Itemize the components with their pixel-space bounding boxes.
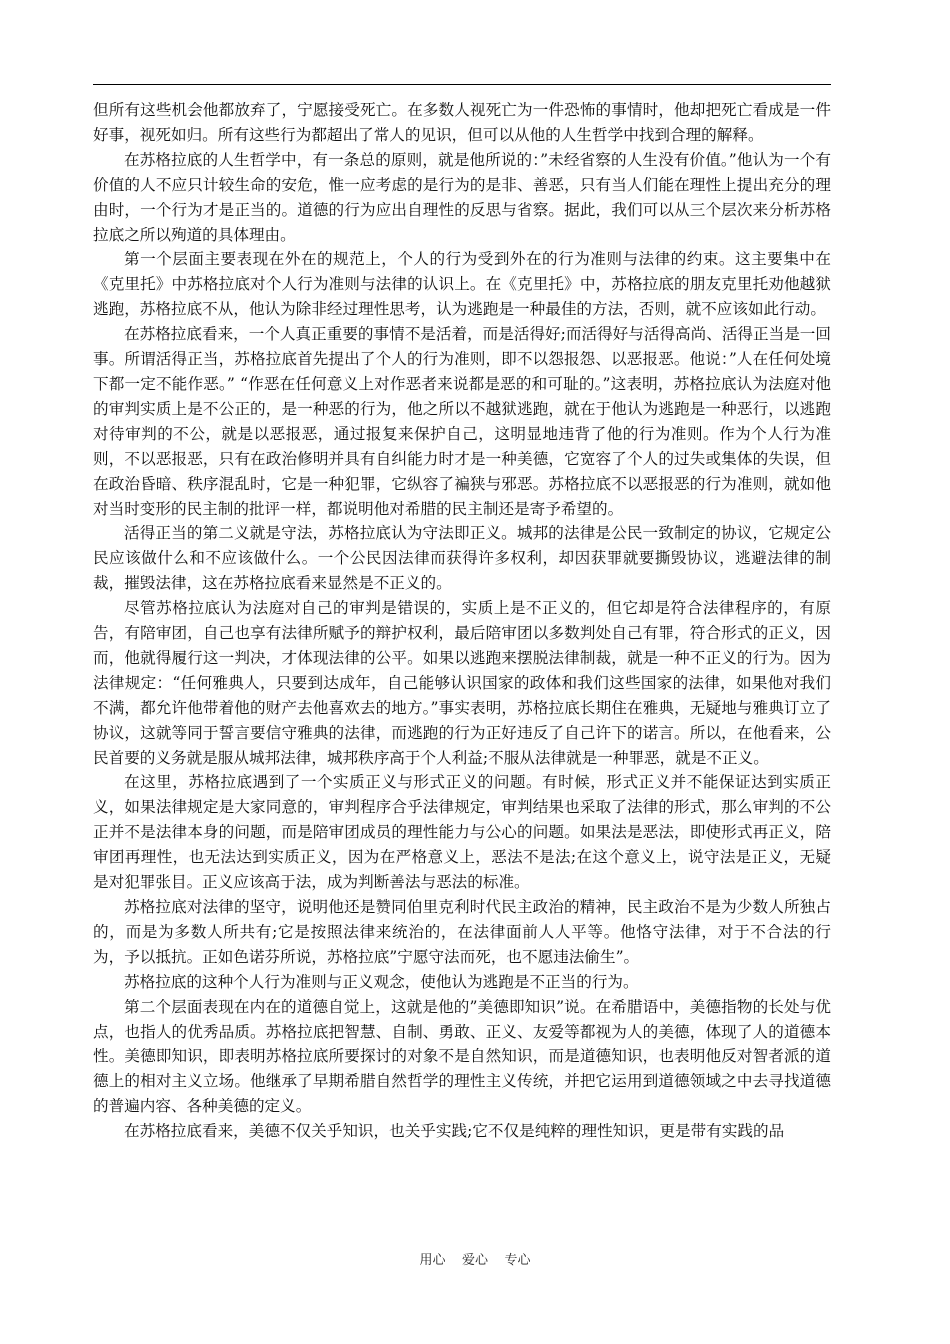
- paragraph: 苏格拉底对法律的坚守，说明他还是赞同伯里克利时代民主政治的精神，民主政治不是为少数人所独占的，而是为多数人所共有;它是按照法律来统治的，在法律面前人人平等。他恪守法律，对于不合法的行为，予以抵抗。正如色诺芬所说，苏格拉底”宁愿守法而死，也不愿违法偷生”。: [93, 898, 831, 966]
- body-text: [93, 98, 831, 1144]
- paragraph: 在这里，苏格拉底遇到了一个实质正义与形式正义的问题。有时候，形式正义并不能保证达到实质正义，如果法律规定是大家同意的，审判程序合乎法律规定，审判结果也采取了法律的形式，那么审判的不公正并不是法律本身的问题，而是陪审团成员的理性能力与公心的问题。如果法是恶法，即使形式再正义，陪审团再理性，也无法达到实质正义，因为在严格意义上，恶法不是法;在这个意义上，说守法是正义，无疑是对犯罪张目。正义应该高于法，成为判断善法与恶法的标准。: [93, 773, 831, 892]
- paragraph: 第一个层面主要表现在外在的规范上，个人的行为受到外在的行为准则与法律的约束。这主要集中在《克里托》中苏格拉底对个人行为准则与法律的认识上。在《克里托》中，苏格拉底的朋友克里托劝他越狱逃跑，苏格拉底不从，他认为除非经过理性思考，认为逃跑是一种最佳的方法，否则，就不应该如此行动。: [93, 250, 831, 319]
- paragraph: 尽管苏格拉底认为法庭对自己的审判是错误的，实质上是不正义的，但它却是符合法律程序的，有原告，有陪审团，自己也享有法律所赋予的辩护权利，最后陪审团以多数判处自己有罪，符合形式的正义，因而，他就得履行这一判决，才体现法律的公平。如果以逃跑来摆脱法律制裁，就是一种不正义的行为。因为法律规定：“任何雅典人，只要到达成年，自己能够认识国家的政体和我们这些国家的法律，如果他对我们不满，都允许他带着他的财产去他喜欢去的地方。”事实表明，苏格拉底长期住在雅典，无疑地与雅典订立了协议，这就等同于誓言要信守雅典的法律，而逃跑的行为正好违反了自己许下的诺言。所以，在他看来，公民首要的义务就是服从城邦法律，城邦秩序高于个人利益;不服从法律就是一种罪恶，就是不正义。: [93, 599, 831, 767]
- header-rule: [93, 84, 831, 85]
- paragraph: 活得正当的第二义就是守法，苏格拉底认为守法即正义。城邦的法律是公民一致制定的协议，它规定公民应该做什么和不应该做什么。一个公民因法律而获得许多权利，却因获罪就要撕毁协议，逃避法律的制裁，摧毁法律，这在苏格拉底看来显然是不正义的。: [93, 524, 831, 593]
- paragraph: 在苏格拉底看来，美德不仅关乎知识，也关乎实践;它不仅是纯粹的理性知识，更是带有实践的品: [124, 1122, 785, 1141]
- paragraph: 在苏格拉底看来，一个人真正重要的事情不是活着，而是活得好;而活得好与活得高尚、活得正当是一回事。所谓活得正当，苏格拉底首先提出了个人的行为准则，即不以怨报怨、以恶报恶。他说：”人在任何处境下都一定不能作恶。” “作恶在任何意义上对作恶者来说都是恶的和可耻的。”这表明，苏格拉底认为法庭对他的审判实质上是不公正的，是一种恶的行为，他之所以不越狱逃跑，就在于他认为逃跑是一种恶行，以逃跑对待审判的不公，就是以恶报恶，通过报复来保护自己，这明显地违背了他的行为准则。作为个人行为准则，不以恶报恶，只有在政治修明并具有自纠能力时才是一种美德，它宽容了个人的过失或集体的失误，但在政治昏暗、秩序混乱时，它是一种犯罪，它纵容了褊狭与邪恶。苏格拉底不以恶报恶的行为准则，就如他对当时变形的民主制的批评一样，都说明他对希腊的民主制还是寄予希望的。: [93, 325, 831, 518]
- paragraph: 第二个层面表现在内在的道德自觉上，这就是他的”美德即知识”说。在希腊语中，美德指物的长处与优点，也指人的优秀品质。苏格拉底把智慧、自制、勇敢、正义、友爱等都视为人的美德，体现了人的道德本性。美德即知识，即表明苏格拉底所要探讨的对象不是自然知识，而是道德知识，也表明他反对智者派的道德上的相对主义立场。他继承了早期希腊自然哲学的理性主义传统，并把它运用到道德领域之中去寻找道德的普遍内容、各种美德的定义。: [93, 997, 831, 1116]
- paragraph: 在苏格拉底的人生哲学中，有一条总的原则，就是他所说的：”未经省察的人生没有价值。”他认为一个有价值的人不应只计较生命的安危，惟一应考虑的是行为的是非、善恶，只有当人们能在理性上提出充分的理由时，一个行为才是正当的。道德的行为应出自理性的反思与省察。据此，我们可以从三个层次来分析苏格拉底之所以殉道的具体理由。: [93, 150, 831, 244]
- page-footer: 用心 爱心 专心: [419, 1253, 531, 1268]
- paragraph: 苏格拉底的这种个人行为准则与正义观念，使他认为逃跑是不正当的行为。: [124, 972, 639, 991]
- paragraph: 但所有这些机会他都放弃了，宁愿接受死亡。在多数人视死亡为一件恐怖的事情时，他却把死亡看成是一件好事，视死如归。所有这些行为都超出了常人的见识，但可以从他的人生哲学中找到合理的解释。: [93, 101, 831, 144]
